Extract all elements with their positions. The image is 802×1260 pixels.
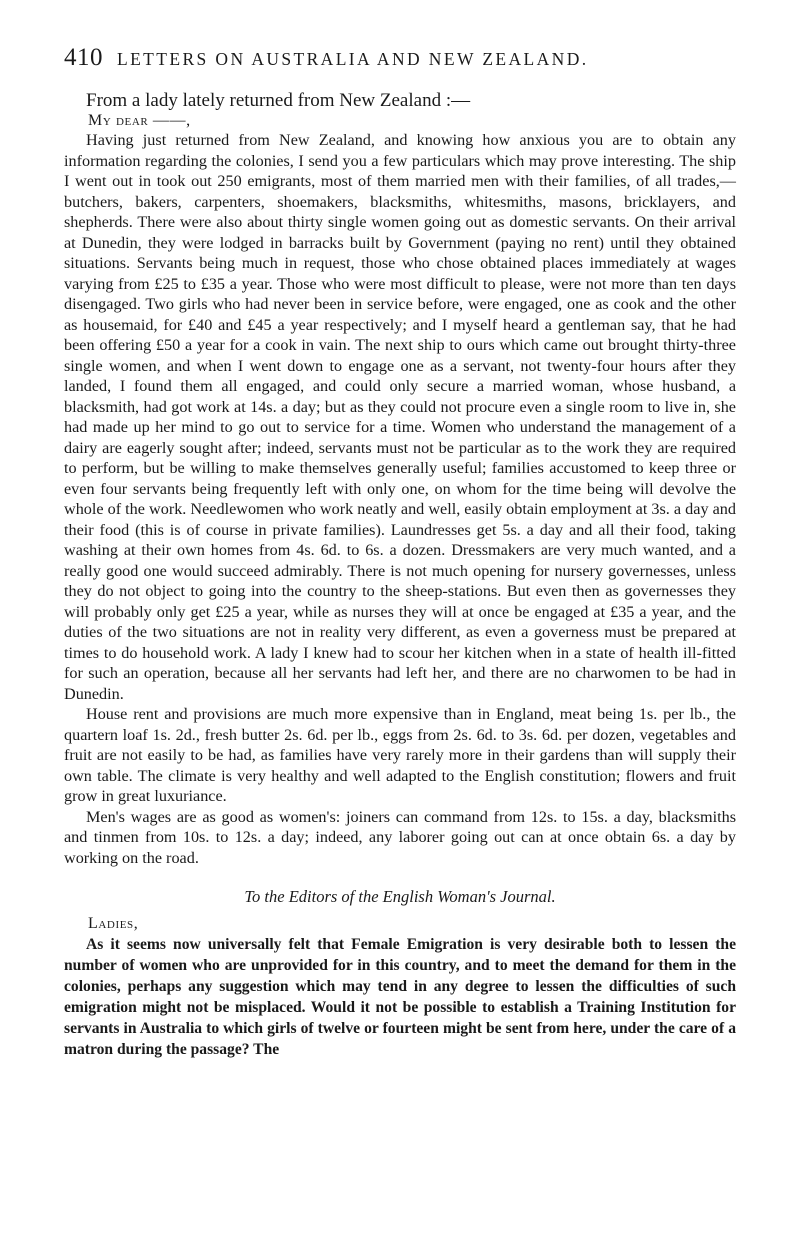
paragraph-prices: House rent and provisions are much more expensive than in England, meat being 1s. per lb., the quartern loaf 1s. 2d., fresh butter 2s. 6d. per lb., eggs from 2s. 6d. to 3s. 6d. per dozen, vegetables and fruit are not easily to be had, as families have very rarely more in their gardens than will supply their own table. The climate is very healthy and well adapted to the English constitution; flowers and fruit grow in great luxuriance. [64,705,736,805]
letter-heading: To the Editors of the English Woman's Journal. [244,887,556,906]
letter-to-editors [64,886,736,1060]
running-head [64,44,736,78]
paragraph-mens-wages: Men's wages are as good as women's: joiners can command from 12s. to 15s. a day, blacksmiths and tinmen from 10s. to 12s. a day; indeed, any laborer going out can at once obtain 6s. a day by working on the road. [64,807,736,867]
letter-from-lady [64,90,736,868]
section-gap [64,868,736,886]
running-title: LETTERS ON AUSTRALIA AND NEW ZEALAND. [117,49,589,69]
letter-salutation: Ladies, [88,915,139,932]
letter-salutation: My dear ——, [88,112,191,129]
paragraph-training-institution: As it seems now universally felt that Female Emigration is very desirable both to lessen the number of women who are unprovided for in this country, and to meet the demand for them in the colonies, perhaps any suggestion which may tend in any degree to lessen the difficulties of such emigration might not be misplaced. Would it not be possible to establish a Training Institution for servants in Australia to which girls of twelve or fourteen might be sent from here, under the care of a matron during the passage? The [64,936,736,1058]
book-page [64,44,736,1060]
page-number: 410 [64,44,103,71]
letter-heading: From a lady lately returned from New Zealand :— [86,90,471,111]
paragraph-situations: Having just returned from New Zealand, and knowing how anxious you are to obtain any information regarding the colonies, I send you a few particulars which may prove interesting. The ship I went out in took out 250 emigrants, most of them married men with their families, of all trades,—butchers, bakers, carpenters, shoemakers, blacksmiths, whitesmiths, masons, bricklayers, and shepherds. There were also about thirty single women going out as domestic servants. On their arrival at Dunedin, they were lodged in barracks built by Government (paying no rent) until they obtained situations. Servants being much in request, those who chose obtained places immediately at wages varying from £25 to £35 a year. Those who were most difficult to please, were not more than ten days disengaged. Two girls who had never been in service before, were engaged, one as cook and the other as housemaid, for £40 and £45 a year respectively; and I myself heard a gentleman say, that he had been offering £50 a year for a cook in vain. The next ship to ours which came out brought thirty-three single women, and when I went down to engage one as a servant, not twenty-four hours after they landed, I found them all engaged, and could only secure a married woman, whose husband, a blacksmith, had got work at 14s. a day; but as they could not procure even a single room to live in, she had made up her mind to go out to service for a time. Women who understand the management of a dairy are eagerly sought after; indeed, servants must not be particular as to the work they are required to perform, but be willing to make themselves generally useful; families accustomed to keep three or even four servants being frequently left with only one, on whom for the time being will devolve the whole of the work. Needlewomen who work neatly and well, easily obtain employment at 3s. a day and their food (this is of course in private families). Laundresses get 5s. a day and all their food, taking washing at their own homes from 4s. 6d. to 6s. a dozen. Dressmakers are very much wanted, and a really good one would succeed admirably. There is not much opening for nursery governesses, unless they do not object to going into the country to the sheep-stations. But even then as governesses they will probably only get £25 a year, while as nurses they will at once be engaged at £35 a year, and the duties of the two situations are not in reality very different, as even a governess must be prepared at times to do household work. A lady I knew had to scour her kitchen when in a state of health ill-fitted for such an operation, because all her servants had left her, and there are no charwomen to be had in Dunedin. [64,131,736,703]
